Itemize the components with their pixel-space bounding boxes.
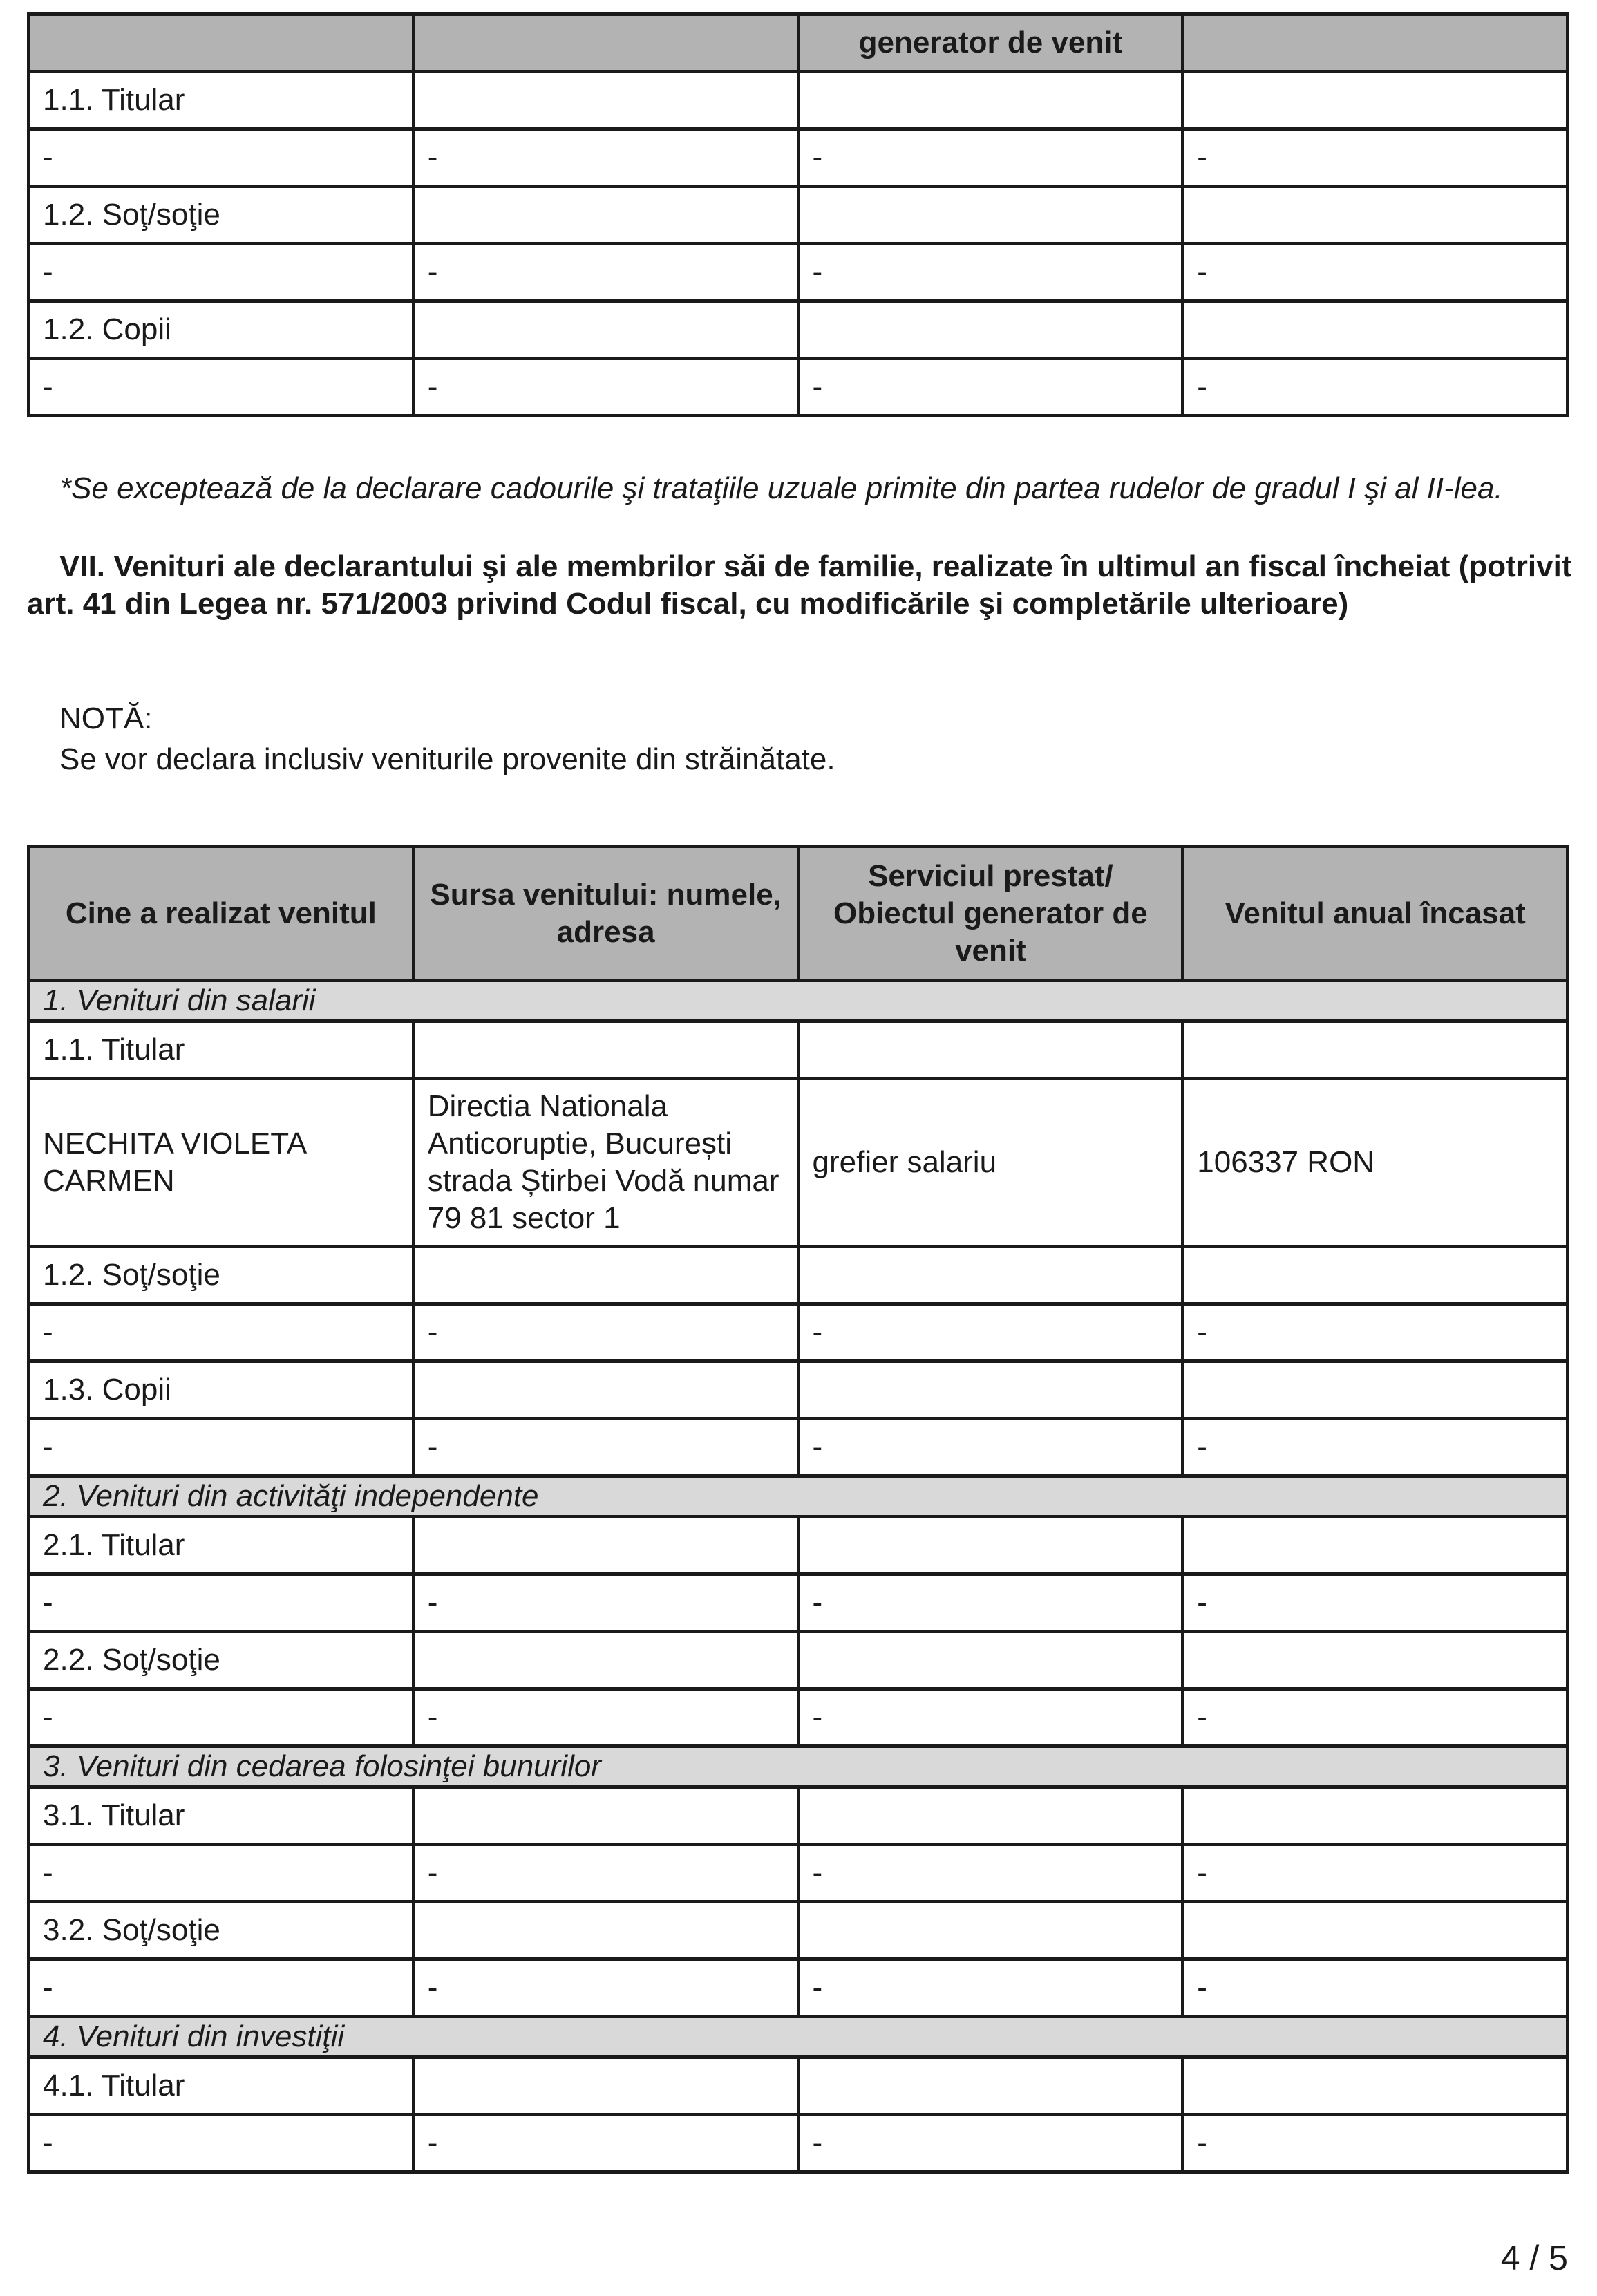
table-cell: - [1183, 1304, 1568, 1362]
category-label: 1.2. Copii [29, 301, 414, 359]
empty-cell [1183, 72, 1568, 129]
empty-entry-row [29, 1419, 1568, 1476]
category-row [29, 187, 1568, 244]
table-cell: - [798, 359, 1183, 416]
table-cell: 106337 RON [1183, 1079, 1568, 1247]
page-number: 4 / 5 [1500, 2239, 1568, 2277]
empty-cell [798, 1517, 1183, 1574]
empty-cell [1183, 1632, 1568, 1689]
empty-entry-row [29, 129, 1568, 187]
table-cell: - [413, 1689, 798, 1747]
table-cell: - [29, 244, 414, 301]
category-label: 1.2. Soţ/soţie [29, 187, 414, 244]
header-cell: Sursa venitului: numele, adresa [413, 847, 798, 981]
empty-cell [798, 1902, 1183, 1959]
empty-cell [798, 1247, 1183, 1304]
header-cell: Venitul anual încasat [1183, 847, 1568, 981]
empty-entry-row [29, 2115, 1568, 2172]
header-cell: generator de venit [798, 15, 1183, 72]
empty-cell [798, 1022, 1183, 1079]
previous-section-table [27, 12, 1569, 417]
section-label: 1. Venituri din salarii [29, 981, 1568, 1022]
category-row [29, 1362, 1568, 1419]
table-cell: - [1183, 1959, 1568, 2017]
table-cell: - [798, 1959, 1183, 2017]
table-cell: - [798, 1304, 1183, 1362]
header-cell [1183, 15, 1568, 72]
category-label: 1.2. Soţ/soţie [29, 1247, 414, 1304]
table-cell: - [29, 359, 414, 416]
empty-cell [1183, 1902, 1568, 1959]
empty-cell [1183, 1787, 1568, 1845]
section-row [29, 1747, 1568, 1787]
empty-cell [798, 1787, 1183, 1845]
nota-label: NOTĂ: [59, 702, 153, 735]
empty-cell [798, 1362, 1183, 1419]
table-cell: - [29, 1689, 414, 1747]
table-cell: - [29, 1959, 414, 2017]
table-cell: - [413, 244, 798, 301]
empty-entry-row [29, 1304, 1568, 1362]
data-row [29, 1079, 1568, 1247]
section-row [29, 1476, 1568, 1517]
table-cell: - [29, 129, 414, 187]
category-row [29, 1247, 1568, 1304]
header-cell [29, 15, 414, 72]
empty-cell [1183, 1022, 1568, 1079]
header-cell: Serviciul prestat/ Obiectul generator de venit [798, 847, 1183, 981]
empty-entry-row [29, 1574, 1568, 1632]
empty-cell [413, 301, 798, 359]
empty-cell [798, 1632, 1183, 1689]
empty-cell [798, 72, 1183, 129]
income-table [27, 845, 1569, 2174]
empty-cell [413, 2058, 798, 2115]
empty-cell [413, 1517, 798, 1574]
empty-cell [413, 1247, 798, 1304]
section-row [29, 2017, 1568, 2058]
header-cell [413, 15, 798, 72]
category-row [29, 72, 1568, 129]
table-cell: - [798, 1574, 1183, 1632]
table-cell: - [798, 129, 1183, 187]
empty-cell [413, 1632, 798, 1689]
category-label: 1.3. Copii [29, 1362, 414, 1419]
category-row [29, 1787, 1568, 1845]
empty-cell [1183, 1362, 1568, 1419]
table-cell: - [1183, 244, 1568, 301]
table-cell: - [1183, 129, 1568, 187]
table-cell: - [29, 1304, 414, 1362]
empty-cell [798, 187, 1183, 244]
empty-cell [1183, 1517, 1568, 1574]
empty-cell [798, 301, 1183, 359]
empty-entry-row [29, 359, 1568, 416]
empty-cell [413, 1787, 798, 1845]
category-row [29, 1517, 1568, 1574]
table-cell: - [413, 359, 798, 416]
section-label: 2. Venituri din activităţi independente [29, 1476, 1568, 1517]
table-cell: - [798, 244, 1183, 301]
empty-cell [1183, 2058, 1568, 2115]
category-row [29, 1632, 1568, 1689]
table-cell: - [413, 1959, 798, 2017]
category-label: 3.1. Titular [29, 1787, 414, 1845]
empty-cell [413, 1022, 798, 1079]
header-cell: Cine a realizat venitul [29, 847, 414, 981]
section-label: 3. Venituri din cedarea folosinţei bunurilor [29, 1747, 1568, 1787]
table-cell: - [413, 129, 798, 187]
empty-cell [413, 1902, 798, 1959]
table-cell: - [1183, 1419, 1568, 1476]
category-label: 2.2. Soţ/soţie [29, 1632, 414, 1689]
table-cell: - [29, 1419, 414, 1476]
category-row [29, 1902, 1568, 1959]
table-cell: - [1183, 359, 1568, 416]
section-row [29, 981, 1568, 1022]
empty-cell [1183, 187, 1568, 244]
table-cell: - [798, 2115, 1183, 2172]
table-cell: - [798, 1689, 1183, 1747]
table-cell: - [413, 1845, 798, 1902]
table-header-row [29, 847, 1568, 981]
table-cell: - [798, 1419, 1183, 1476]
table-cell: Directia Nationala Anticoruptie, București strada Știrbei Vodă numar 79 81 sector 1 [413, 1079, 798, 1247]
empty-cell [413, 72, 798, 129]
table-cell: - [413, 1419, 798, 1476]
empty-entry-row [29, 1845, 1568, 1902]
table-cell: - [413, 1574, 798, 1632]
empty-entry-row [29, 1959, 1568, 2017]
table-header-row [29, 15, 1568, 72]
section-title: VII. Venituri ale declarantului şi ale membrilor săi de familie, realizate în ultimul an fiscal încheiat (potrivit art. 41 din Legea nr. 571/2003 privind Codul fiscal, cu modificările şi completările ulterioare) [27, 549, 1572, 621]
section-label: 4. Venituri din investiţii [29, 2017, 1568, 2058]
category-row [29, 301, 1568, 359]
empty-entry-row [29, 244, 1568, 301]
table-cell: - [798, 1845, 1183, 1902]
table-cell: - [413, 1304, 798, 1362]
empty-cell [1183, 301, 1568, 359]
table-cell: - [1183, 1689, 1568, 1747]
table-cell: - [1183, 1845, 1568, 1902]
category-label: 4.1. Titular [29, 2058, 414, 2115]
category-label: 1.1. Titular [29, 1022, 414, 1079]
footnote: *Se exceptează de la declarare cadourile şi trataţiile uzuale primite din partea rudelor de gradul I şi al II-lea. [59, 471, 1503, 505]
table-cell: - [413, 2115, 798, 2172]
table-cell: NECHITA VIOLETA CARMEN [29, 1079, 414, 1247]
empty-cell [798, 2058, 1183, 2115]
table-cell: grefier salariu [798, 1079, 1183, 1247]
nota-text: Se vor declara inclusiv veniturile provenite din străinătate. [59, 742, 835, 776]
table-cell: - [1183, 1574, 1568, 1632]
table-cell: - [29, 1574, 414, 1632]
empty-cell [413, 1362, 798, 1419]
category-row [29, 2058, 1568, 2115]
category-label: 1.1. Titular [29, 72, 414, 129]
empty-cell [1183, 1247, 1568, 1304]
empty-cell [413, 187, 798, 244]
table-cell: - [1183, 2115, 1568, 2172]
category-label: 3.2. Soţ/soţie [29, 1902, 414, 1959]
table-cell: - [29, 1845, 414, 1902]
category-row [29, 1022, 1568, 1079]
table-cell: - [29, 2115, 414, 2172]
category-label: 2.1. Titular [29, 1517, 414, 1574]
empty-entry-row [29, 1689, 1568, 1747]
